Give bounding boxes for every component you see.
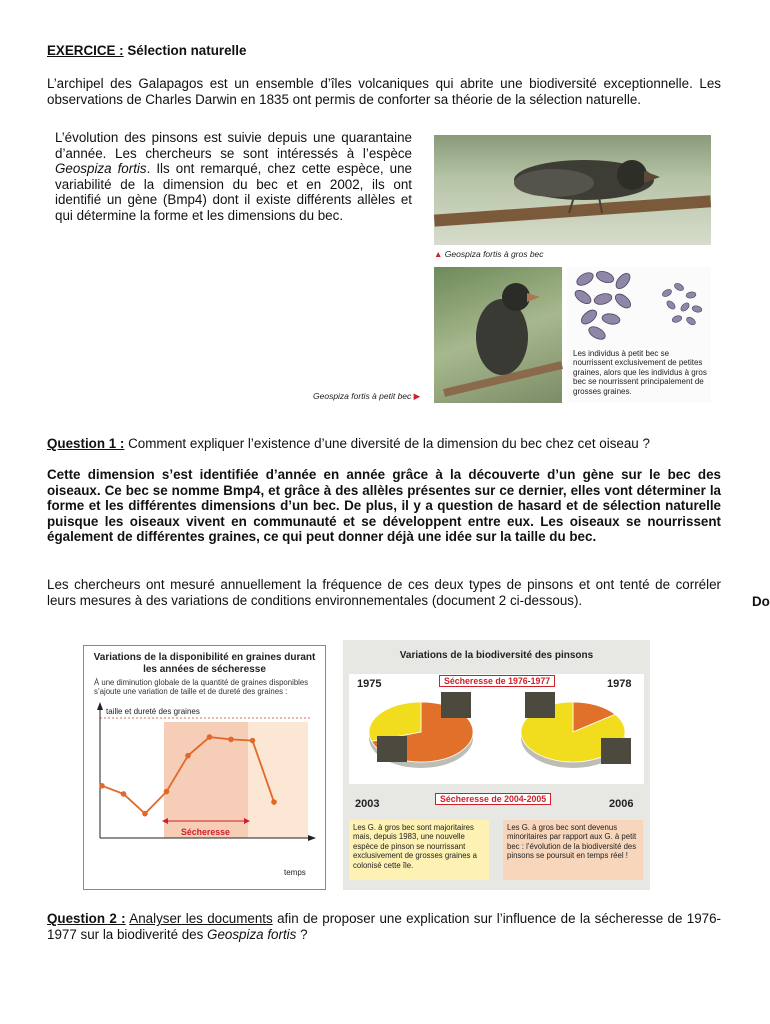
seed-data-point bbox=[99, 783, 105, 789]
small-beak-caption-wrap bbox=[313, 391, 420, 402]
biodiversity-panel bbox=[343, 640, 650, 890]
year-2006: 2006 bbox=[609, 798, 634, 810]
seed-line-chart bbox=[84, 646, 325, 889]
small-beak-caption: Geospiza fortis à petit bec bbox=[313, 391, 412, 401]
seed-data-point bbox=[142, 811, 148, 817]
question-1-label: Question 1 : bbox=[47, 436, 125, 451]
seed-data-point bbox=[271, 799, 277, 805]
question-1 bbox=[47, 436, 721, 452]
exercise-title bbox=[47, 43, 246, 58]
exercise-label: EXERCICE : bbox=[47, 43, 124, 58]
pies-area bbox=[349, 674, 644, 784]
seeds-caption: Les individus à petit bec se nourrissent exclusivement de petites graines, alors que les individus à gros bec se nourrissent principalement de grosses graines. bbox=[573, 349, 707, 396]
question-2-species: Geospiza fortis bbox=[207, 926, 297, 942]
y-axis-arrow-icon bbox=[97, 702, 103, 710]
drought-label-2: Sécheresse de 2004-2005 bbox=[435, 793, 551, 805]
x-axis-arrow-icon bbox=[308, 835, 316, 841]
evolution-text-before: L’évolution des pinsons est suivie depuis une quarantaine d’année. Les chercheurs se sont intéressés à l’espèce bbox=[55, 130, 412, 161]
seed-data-point bbox=[207, 734, 213, 740]
chart-subtitle: À une diminution globale de la quantité de graines disponibles s’ajoute une variation de taille et de dureté des graines : bbox=[94, 678, 309, 696]
intro-paragraph: L’archipel des Galapagos est un ensemble d’îles volcaniques qui abrite une biodiversité exceptionnelle. Les observations de Charles Darwin en 1835 ont permis de conforter sa théorie de la sélection naturelle. bbox=[47, 76, 721, 107]
year-1978: 1978 bbox=[607, 678, 632, 690]
question-2-label: Question 2 : bbox=[47, 911, 126, 926]
big-beak-finch-photo bbox=[434, 135, 711, 245]
biodiversity-title: Variations de la biodiversité des pinsons bbox=[399, 650, 594, 661]
year-2003: 2003 bbox=[355, 798, 380, 810]
finch-thumbnail bbox=[377, 736, 407, 762]
drought-label-1: Sécheresse de 1976-1977 bbox=[439, 675, 555, 687]
triangle-right-icon: ▶ bbox=[413, 391, 421, 401]
document-label-cut: Do bbox=[752, 594, 770, 609]
triangle-up-icon: ▲ bbox=[434, 249, 443, 259]
seed-data-point bbox=[185, 753, 191, 759]
chart-title: Variations de la disponibilité en graines durant les années de sécheresse bbox=[93, 652, 316, 675]
seed-data-point bbox=[228, 737, 234, 743]
finch-thumbnail bbox=[441, 692, 471, 718]
question-2-text-end: ? bbox=[296, 926, 308, 942]
evolution-species: Geospiza fortis bbox=[55, 161, 147, 177]
question-1-text: Comment expliquer l’existence d’une diversité de la dimension du bec chez cet oiseau ? bbox=[124, 436, 650, 451]
finch-thumbnail bbox=[525, 692, 555, 718]
post-drought-band bbox=[248, 722, 308, 838]
big-beak-caption-wrap bbox=[434, 249, 544, 259]
seed-data-point bbox=[164, 789, 170, 795]
small-beak-finch-photo bbox=[434, 267, 562, 403]
seed-data-point bbox=[250, 738, 256, 744]
answer-1: Cette dimension s’est identifiée d’année en année grâce à la découverte d’un gène sur le bec des oiseaux. Ce bec se nomme Bmp4, et grâce à des allèles présentes sur ce dernier, elles vont déterminer la forme et les différentes dimensions d’un bec. De plus, il y a question de hasard et de sélection naturelle puisque les oiseaux vivent en communauté et se développent entre eux. Les oiseaux se nourrissent également de différentes graines, ce qui peut donner déjà une idée sur la taille du bec. bbox=[47, 467, 721, 545]
note-2006: Les G. à gros bec sont devenus minoritaires par rapport aux G. à petit bec : l’évolution de la biodiversité des pinsons se poursuit en temps réel ! bbox=[503, 820, 643, 880]
big-beak-caption: Geospiza fortis à gros bec bbox=[444, 249, 544, 259]
finch-thumbnail bbox=[601, 738, 631, 764]
seed-chart-panel bbox=[83, 645, 326, 890]
exercise-name: Sélection naturelle bbox=[127, 43, 247, 58]
chart-xlabel: temps bbox=[284, 868, 306, 877]
seeds-panel bbox=[567, 267, 711, 403]
chart-ylabel: taille et dureté des graines bbox=[106, 707, 200, 716]
seeds-illustration bbox=[567, 267, 711, 347]
biodiversity-pies bbox=[349, 674, 644, 784]
question-2-underlined: Analyser les documents bbox=[129, 911, 273, 926]
question-2-text-mid: afin de proposer une explication sur l’influence de la sécheresse de 1976-1977 sur la biodiverité des bbox=[47, 911, 721, 942]
note-2003: Les G. à gros bec sont majoritaires mais, depuis 1983, une nouvelle espèce de pinson se nourrissant exclusivement de grosses graines a colonisé cette île. bbox=[349, 820, 489, 880]
drought-annotation: Sécheresse bbox=[181, 827, 230, 837]
finch-figure bbox=[293, 135, 713, 410]
year-1975: 1975 bbox=[357, 678, 382, 690]
question-2 bbox=[47, 911, 721, 942]
evolution-text-after: . Ils ont remarqué, chez cette espèce, une variabilité de la dimension du bec et en 2002, ils ont identifié un gène (Bmp4) dont il existe différents allèles et qui détermine la forme et les dimensions du bec. bbox=[55, 161, 413, 223]
seed-data-point bbox=[121, 791, 127, 797]
researchers-paragraph: Les chercheurs ont mesuré annuellement la fréquence de ces deux types de pinsons et ont tenté de corréler leurs mesures à des variations de conditions environnementales (document 2 ci-dessous). bbox=[47, 577, 721, 608]
